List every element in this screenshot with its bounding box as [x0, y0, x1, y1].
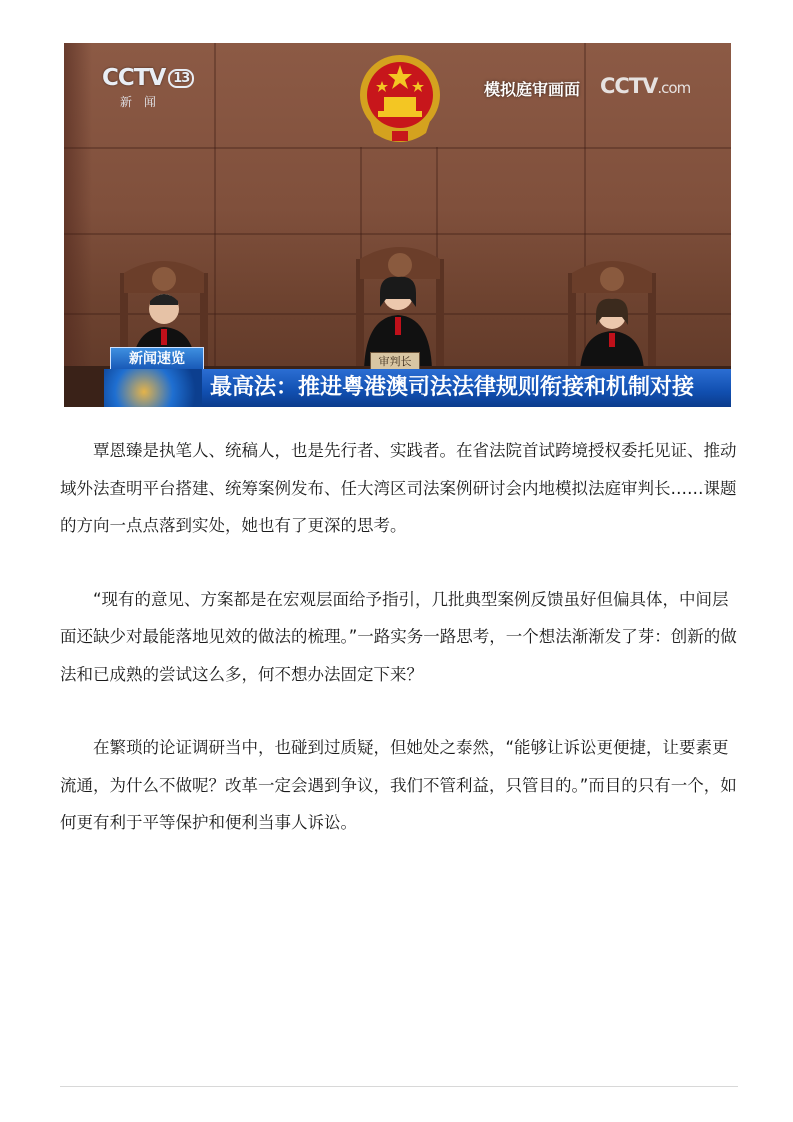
article-paragraph: 覃恩臻是执笔人、统稿人，也是先行者、实践者。在省法院首试跨境授权委托见证、推动域外法查明平台搭建、统筹案例发布、任大湾区司法案例研讨会内地模拟法庭审判长……课题的方向一点点落到实处，她也有了更深的思考。 [60, 441, 737, 535]
cctv13-logo-subtitle: 新 闻 [120, 95, 160, 109]
article-body [60, 432, 740, 878]
globe-graphic [104, 369, 204, 407]
cctv13-logo: CCTV 13 [102, 65, 194, 91]
news-screenshot-photo [64, 43, 731, 407]
article-paragraph: 在繁琐的论证调研当中，也碰到过质疑，但她处之泰然，“能够让诉讼更便捷，让要素更流通，为什么不做呢？改革一定会遇到争议，我们不管利益，只管目的。”而目的只有一个，如何更有利于平等保护和便利当事人诉讼。 [60, 738, 737, 832]
left-shade [64, 43, 92, 407]
cctv-com-watermark: CCTV.com [600, 74, 691, 98]
news-brief-tag: 新闻速览 [110, 347, 204, 371]
footer-divider [60, 1086, 738, 1087]
presiding-judge-sign: 审判长 [370, 352, 420, 372]
simulated-trial-label: 模拟庭审画面 [484, 80, 581, 99]
wall-panel-line [214, 43, 216, 373]
wall-panel-line [64, 147, 731, 149]
judge-right [572, 295, 652, 371]
national-emblem-icon [356, 51, 444, 147]
wall-panel-line [64, 233, 731, 235]
article-paragraph: “现有的意见、方案都是在宏观层面给予指引，几批典型案例反馈虽好但偏具体，中间层面还缺少对最能落地见效的做法的梳理。”一路实务一路思考，一个想法渐渐发了芽：创新的做法和已成熟的尝试这么多，何不想办法固定下来？ [60, 589, 737, 684]
news-headline-ticker: 最高法：推进粤港澳司法法律规则衔接和机制对接 [202, 369, 731, 407]
